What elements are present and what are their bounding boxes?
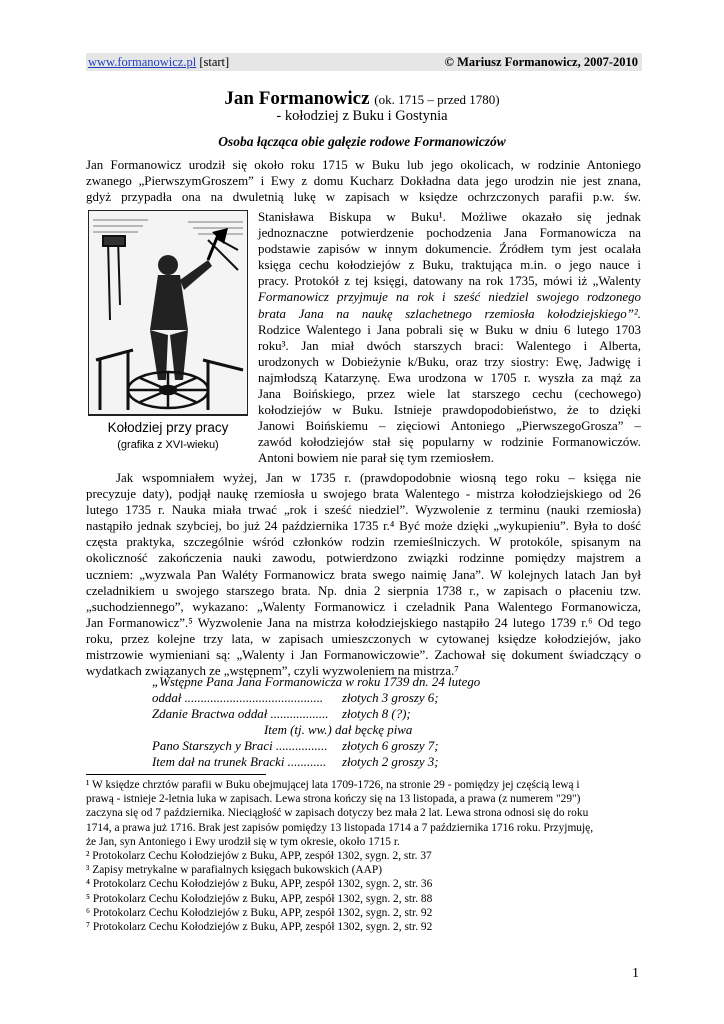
quote-entry-amount: złotych 2 groszy 3; [342,755,439,769]
paragraph-line: brata Jana na naukę szlachetnego rzemiosła kołodziejskiego”². [258,306,641,321]
quote-entry-label: Item dał na trunek Bracki ............ [152,755,327,769]
figure-caption-title: Kołodziej przy pracy [107,420,229,435]
footnote-line: ⁷ Protokolarz Cechu Kołodziejów z Buku, APP, zespół 1302, sygn. 2, str. 92 [86,921,433,934]
quote-entry-label: oddał ........................................... [152,691,324,705]
paragraph-line: Stanisława Biskupa w Buku¹. Możliwe okazało się jednak [258,210,641,224]
footnote-line: ⁴ Protokolarz Cechu Kołodziejów z Buku, APP, zespół 1302, sygn. 2, str. 36 [86,878,433,891]
wheelwright-woodcut-image [88,210,248,458]
page-subtitle: - kołodziej z Buku i Gostynia [276,108,448,124]
paragraph-line: mistrzowie wymieniani są: „Walenty i Jan Formanowiczowie”. Zachował się dokument świadczący o [86,648,641,663]
paragraph-2 [86,470,641,679]
footnote-line: prawą - istnieje 2-letnia luka w zapisach. Lewa strona kończy się na 13 listopada, a prawa (z numerem "29") [86,793,581,806]
quote-heading: „Wstępne Pana Jana Formanowicza w roku 1739 dn. 24 lutego [152,675,481,689]
footnote-line: ³ Zapisy metrykalne w parafialnych księgach bukowskich (AAP) [86,864,383,877]
paragraph-line: zwanego „PierwszymGroszem” i Ewy z domu Kucharz Dokładna data jego urodzin nie jest znana, [86,174,641,189]
archival-quote [152,674,480,770]
quote-entry-amount: złotych 3 groszy 6; [342,691,439,705]
footnote-divider [86,774,266,775]
header-links [88,53,229,71]
footnotes [86,778,641,934]
footnote-line: ⁶ Protokolarz Cechu Kołodziejów z Buku, APP, zespół 1302, sygn. 2, str. 92 [86,906,433,919]
paragraph-line: Janowi Boińskiemu – zięciowi Antoniego „PierwszegoGrosza” – [258,419,641,434]
page-title [0,88,724,110]
quote-entry-label: Zdanie Bractwa oddał .................. [152,707,329,721]
paragraph-line: „suchodziennego”, wykazano: „Walenty Formanowicz i czeladnik Pana Walentego Formanowicza, [86,599,641,614]
paragraph-line: jednoznaczne potwierdzenie pochodzenia Jana Formanowicza na [258,226,641,241]
paragraph-line: częsta praktyka, szczególnie wśród członków rodzin rzemieślniczych. W protokóle, spisanym na [86,535,641,550]
paragraph-line: Jana Boińskiego, przez wiele lat starszego cechu (cechowego) [258,387,641,402]
title-dates: (ok. 1715 – przed 1780) [374,92,500,107]
start-link[interactable]: [start] [199,55,230,69]
footnote-line: zaczyna się od 7 października. Nieciągłość w zapisach dotyczy bez mała 2 lat. Lewa strona odnosi się do roku [86,807,589,820]
paragraph-line: księga cechu kołodziejów z Buku, traktująca m.in. o jego nauce i [258,258,641,273]
paragraph-line: Jak wspomniałem wyżej, Jan w 1735 r. (prawdopodobnie wiosną tego roku – księga nie [116,471,641,485]
page-header [86,53,642,71]
footnote-line: ⁵ Protokolarz Cechu Kołodziejów z Buku, APP, zespół 1302, sygn. 2, str. 88 [86,892,433,905]
paragraph-line: precyzuje daty), podjął naukę rzemiosła u swojego brata Walentego - mistrza kołodziejskiego od 26 [86,487,641,502]
woodcut-illustration [88,210,248,458]
copyright-notice: © Mariusz Formanowicz, 2007-2010 [444,55,638,69]
footnote-line: ¹ W księdze chrztów parafii w Buku obejmującej lata 1709-1726, na stronie 29 - pomiędzy jej częścią lewą i [86,779,580,791]
paragraph-line: czeladnikiem u swojego starszego brata. Np. dnia 2 sierpnia 1738 r., w zapisach o płaceniu tzw. [86,583,641,598]
paragraph-line: podstawie zapisów w innym dokumencie. Źródłem tym jest ocalała [258,242,641,257]
paragraph-line: Jan Formanowicz urodził się około roku 1715 w Buku lub jego okolicach, w rodzinie Antoniego [86,158,641,172]
paragraph-line: lutego 1735 r. Nauka miała trwać „rok i sześć niedziel”. Wyzwolenie z terminu (nauki rzemiosła) [86,503,641,518]
quote-item-line: Item (tj. ww.) dał bęckę piwa [264,723,413,737]
footnote-line: 1714, a prawa już 1716. Brak jest zapisów pomiędzy 13 listopada 1714 a 7 października 1716 roku. Przyjmuję, [86,821,594,834]
paragraph-line: okoliczność zakończenia nauki zawodu, potwierdzono związki rodzinne pomiędzy majstrem a [86,551,641,566]
title-name: Jan Formanowicz [224,88,370,109]
paragraph-line: nastąpiło jednak szybciej, bo już 24 października 1735 r.⁴ Być może dzięki „wykupieniu”. Była to dość [86,519,641,534]
quote-entry-label: Pano Starszych y Braci ................ [152,739,328,753]
footnote-line: że Jan, syn Antoniego i Ewy urodził się w tym okresie, około 1715 r. [86,835,400,848]
paragraph-line: roku, przez kolejne trzy lata, w zapisach umieszczonych w cytowanej księdze kołodziejów, jako [86,631,641,646]
paragraph-line: pracy. Protokół z tej księgi, datowany na rok 1735, mówi iż „Walenty [258,274,641,289]
paragraph-line: zawód kołodziejów stał się popularny w rodzinie Formanowiczów. [258,435,641,450]
paragraph-1-intro [86,157,641,205]
paragraph-line: Jan Formanowicz”.⁵ Wyzwolenie Jana na mistrza kołodziejskiego nastąpiło 24 lutego 1739 r.⁶ Od tego [86,615,641,630]
paragraph-line: najmłodszą Katarzynę. Ewa urodzona w 1705 r. wyszła za mąż za [258,370,641,385]
quote-entry-amount: złotych 6 groszy 7; [342,739,439,753]
paragraph-line: kołodziejów w Buku. Istnieje prawdopodobieństwo, że to dzięki [258,403,641,418]
paragraph-line: roku³. Jan miał dwóch starszych braci: Walentego i Alberta, [258,338,641,353]
figure-caption-subtitle: (grafika z XVI-wieku) [117,439,219,451]
page-number: 1 [632,966,639,981]
paragraph-line: wydatkach związanych ze „wstępnem”, czyli wyzwoleniem na mistrza.⁷ [86,664,459,679]
page-motto: Osoba łącząca obie gałęzie rodowe Formanowiczów [218,134,506,149]
quote-entry-amount: złotych 8 (?); [342,707,411,721]
site-link[interactable]: www.formanowicz.pl [88,55,197,69]
paragraph-line: Rodzice Walentego i Jana pobrali się w Buku w dniu 6 lutego 1703 [258,322,641,337]
paragraph-line: gdyż przypadła ona na dwuletnią lukę w zapisach w księdze ochrzczonych parafii p.w. św. [86,190,641,205]
footnote-line: ² Protokolarz Cechu Kołodziejów z Buku, APP, zespół 1302, sygn. 2, str. 37 [86,850,432,863]
paragraph-line: urodzonych w Dobieżynie k/Buku, oraz trzy siostry: Ewę, Jadwigę i [258,354,641,369]
paragraph-line: Formanowicz przyjmuje na rok i sześć niedziel swojego rodzonego [258,290,641,305]
paragraph-1-right-column [258,209,641,467]
paragraph-line: Antoni bowiem nie parał się tym rzemiosłem. [258,451,494,466]
paragraph-line: uczniem: „wyzwala Pan Waléty Formanowicz brata swego naimię Jana”. W kolejnych latach Jan był [86,567,641,582]
